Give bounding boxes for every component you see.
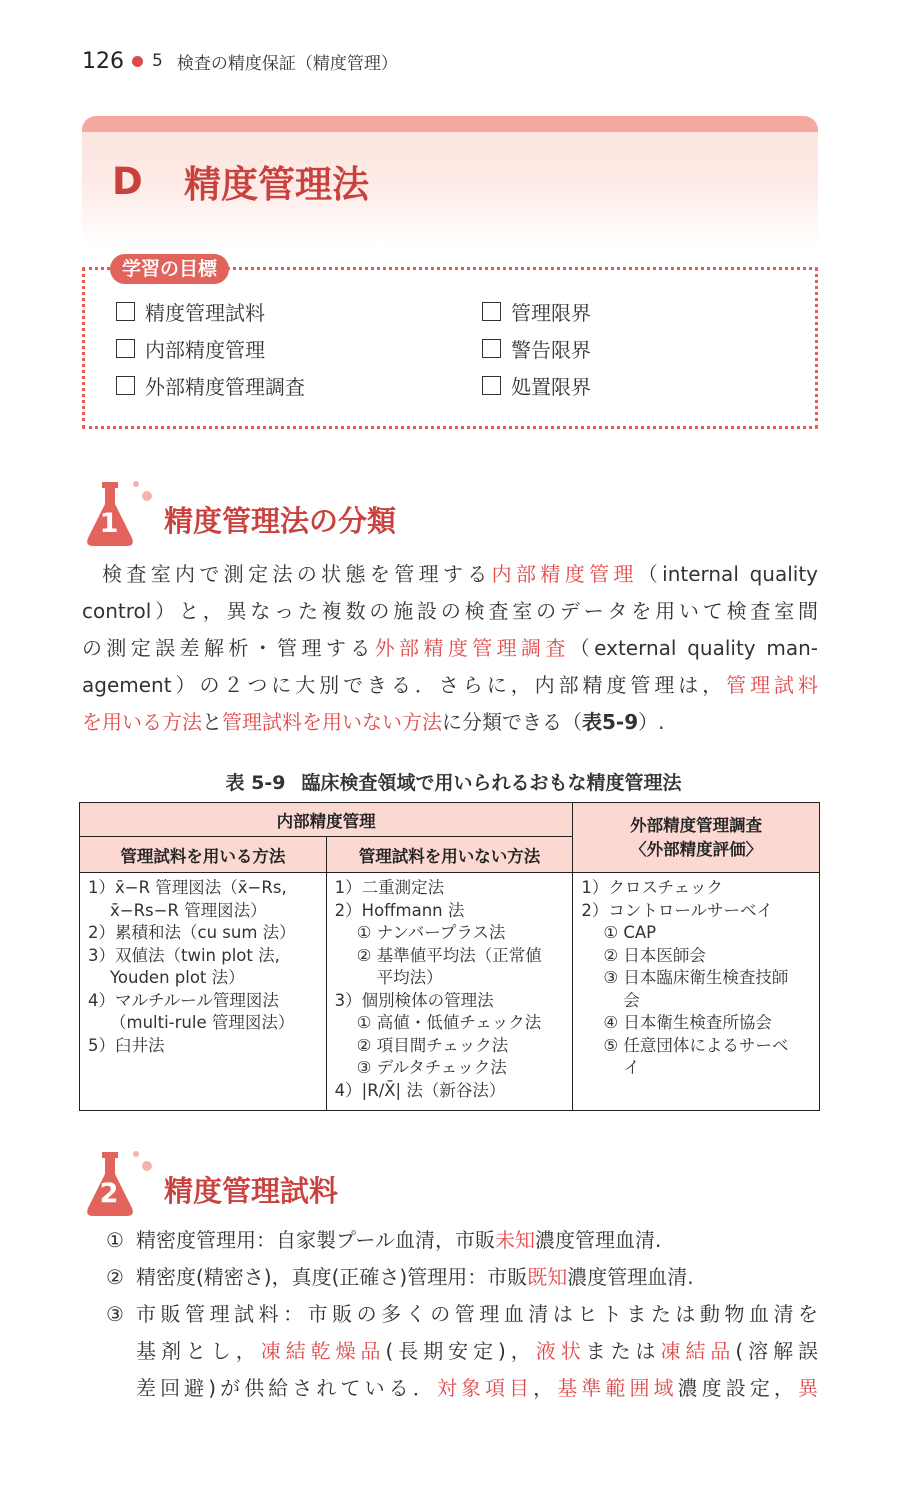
checkbox-icon[interactable] xyxy=(116,376,135,395)
classification-paragraph xyxy=(82,556,818,741)
goal-item xyxy=(482,334,591,363)
methods-table xyxy=(79,802,820,1111)
text-run: ， xyxy=(533,1376,558,1400)
cell-with-sample xyxy=(80,873,327,1111)
list-item: 5）臼井法 xyxy=(88,1035,165,1055)
subsection-title: 精度管理試料 xyxy=(164,1173,339,1208)
keyword: 外部精度管理調査 xyxy=(374,636,570,660)
text-run: 濃度管理血清. xyxy=(535,1228,662,1252)
list-marker: ① xyxy=(106,1228,124,1252)
subsection-title: 精度管理法の分類 xyxy=(164,503,397,538)
list-item-text xyxy=(136,1296,818,1407)
text-run: (長期安定)， xyxy=(385,1339,536,1363)
text-run: ）. xyxy=(638,710,665,734)
flask-icon xyxy=(84,1148,154,1220)
keyword: 既知 xyxy=(527,1265,568,1289)
text-run: に分類できる（ xyxy=(442,710,582,734)
table-caption xyxy=(0,768,907,795)
keyword: 管理試料 xyxy=(726,673,818,697)
list-item: ① CAP xyxy=(603,923,657,942)
paragraph-line xyxy=(82,556,818,593)
list-item: 1）x̄−R 管理図法（x̄−Rs, xyxy=(88,878,287,897)
goal-label: 処置限界 xyxy=(511,375,591,399)
table-reference: 表5-9 xyxy=(582,710,639,734)
list-item xyxy=(106,1296,818,1407)
list-item: 4）マルチルール管理図法 xyxy=(88,990,279,1010)
list-item: 会 xyxy=(623,990,640,1010)
goal-label: 警告限界 xyxy=(511,338,591,362)
list-marker: ② xyxy=(106,1265,124,1289)
keyword: 凍結品 xyxy=(660,1339,736,1363)
bullet-dot-icon xyxy=(132,56,143,67)
text-line xyxy=(136,1333,818,1370)
list-marker: ③ xyxy=(106,1302,124,1326)
chapter-title: 検査の精度保証（精度管理） xyxy=(176,53,398,74)
control-sample-list xyxy=(106,1222,818,1407)
list-item: ① ナンバープラス法 xyxy=(356,923,506,942)
paragraph-line xyxy=(82,593,818,630)
goal-label: 内部精度管理 xyxy=(145,338,265,362)
checkbox-icon[interactable] xyxy=(482,302,501,321)
checkbox-icon[interactable] xyxy=(482,376,501,395)
learning-goals-label: 学習の目標 xyxy=(110,254,229,284)
list-item: 3）双値法（twin plot 法, xyxy=(88,945,280,965)
list-item: 2）コントロールサーベイ xyxy=(581,900,773,920)
keyword: 基準範囲域 xyxy=(557,1376,678,1400)
checkbox-icon[interactable] xyxy=(116,302,135,321)
header-internal: 内部精度管理 xyxy=(80,803,573,837)
text-run: control）と，異なった複数の施設の検査室のデータを用いて検査室間 xyxy=(82,599,818,623)
goal-item xyxy=(116,297,265,326)
section-letter: D xyxy=(112,159,143,203)
running-head xyxy=(82,46,398,76)
list-item: 2）Hoffmann 法 xyxy=(334,900,465,920)
text-run: (溶解誤 xyxy=(735,1339,819,1363)
checkbox-icon[interactable] xyxy=(482,339,501,358)
section-banner xyxy=(82,116,818,246)
text-line xyxy=(136,1370,818,1407)
keyword: 管理試料を用いない方法 xyxy=(222,710,442,734)
text-run: 基剤とし， xyxy=(136,1339,261,1363)
text-run: 市販管理試料：市販の多くの管理血清はヒトまたは動物血清を xyxy=(136,1302,818,1326)
text-run: 差回避)が供給されている． xyxy=(136,1376,437,1400)
list-item xyxy=(106,1222,818,1259)
text-run: 濃度設定， xyxy=(677,1376,798,1400)
keyword: 液状 xyxy=(535,1339,586,1363)
paragraph-line xyxy=(82,667,818,704)
page-number: 126 xyxy=(82,48,124,74)
subsection-number: 2 xyxy=(99,1178,119,1209)
banner-top-band xyxy=(82,116,818,132)
list-item xyxy=(106,1259,818,1296)
keyword: 内部精度管理 xyxy=(491,562,638,586)
list-item: ① 高値・低値チェック法 xyxy=(356,1013,542,1032)
chapter-number: 5 xyxy=(152,51,163,71)
list-item: x̄−Rs−R 管理図法） xyxy=(110,900,267,920)
goal-item xyxy=(482,297,591,326)
table-title: 臨床検査領域で用いられるおもな精度管理法 xyxy=(301,772,682,794)
list-item: ② 項目間チェック法 xyxy=(356,1035,509,1055)
list-item: ③ デルタチェック法 xyxy=(356,1058,507,1077)
table-row xyxy=(80,873,820,1111)
header-external-line: 外部精度管理調査 xyxy=(630,815,763,835)
text-run: （external quality man- xyxy=(569,636,819,660)
goal-label: 外部精度管理調査 xyxy=(145,375,305,399)
text-run: 濃度管理血清. xyxy=(567,1265,694,1289)
keyword: 対象項目 xyxy=(436,1376,534,1400)
keyword: 未知 xyxy=(495,1228,535,1252)
keyword: 異 xyxy=(798,1376,818,1400)
header-with-sample: 管理試料を用いる方法 xyxy=(80,837,327,873)
text-run: （internal quality xyxy=(637,562,819,586)
section-heading xyxy=(112,154,369,208)
text-run: agement）の２つに大別できる．さらに，内部精度管理は， xyxy=(82,673,727,697)
header-external xyxy=(573,803,820,873)
list-item: 4）|R/X̄| 法（新谷法） xyxy=(334,1080,506,1100)
text-run: 検査室内で測定法の状態を管理する xyxy=(102,562,492,586)
list-item: ② 基準値平均法（正常値 xyxy=(356,945,542,965)
list-item: （multi-rule 管理図法） xyxy=(110,1013,295,1032)
text-run: と xyxy=(202,710,222,734)
goal-label: 精度管理試料 xyxy=(145,301,265,325)
table-number: 表 5-9 xyxy=(225,772,286,794)
cell-without-sample xyxy=(326,873,573,1111)
list-item: ④ 日本衛生検査所協会 xyxy=(603,1013,772,1032)
text-run: または xyxy=(585,1339,661,1363)
checkbox-icon[interactable] xyxy=(116,339,135,358)
list-item: ③ 日本臨床衛生検査技師 xyxy=(603,968,789,987)
list-item: Youden plot 法） xyxy=(110,968,245,987)
text-run: 精密度管理用：自家製プール血清，市販 xyxy=(136,1228,495,1252)
flask-icon xyxy=(84,478,154,550)
paragraph-line xyxy=(82,704,818,741)
list-item: ② 日本医師会 xyxy=(603,945,706,965)
list-item: イ xyxy=(623,1058,640,1077)
list-item: 平均法） xyxy=(376,968,443,987)
paragraph-line xyxy=(82,630,818,667)
list-item: 1）二重測定法 xyxy=(334,878,445,897)
goal-label: 管理限界 xyxy=(511,301,591,325)
list-item-text xyxy=(136,1259,818,1296)
list-item: 2）累積和法（cu sum 法） xyxy=(88,923,296,942)
header-without-sample: 管理試料を用いない方法 xyxy=(326,837,573,873)
cell-external xyxy=(573,873,820,1111)
goal-item xyxy=(116,334,265,363)
goal-item xyxy=(482,371,591,400)
table-header-row xyxy=(80,803,820,837)
keyword: 凍結乾燥品 xyxy=(260,1339,386,1363)
list-item: ⑤ 任意団体によるサーベ xyxy=(603,1035,789,1055)
subsection-heading-2 xyxy=(84,1148,338,1220)
list-item-text xyxy=(136,1222,818,1259)
goal-item xyxy=(116,371,305,400)
text-run: の測定誤差解析・管理する xyxy=(82,636,375,660)
list-item: 3）個別検体の管理法 xyxy=(334,990,494,1010)
header-external-line: 〈外部精度評価〉 xyxy=(630,839,763,859)
section-title: 精度管理法 xyxy=(184,163,369,206)
keyword: を用いる方法 xyxy=(82,710,202,734)
text-line xyxy=(136,1296,818,1333)
subsection-heading-1 xyxy=(84,478,396,550)
list-item: 1）クロスチェック xyxy=(581,878,724,897)
text-run: 精密度(精密さ)，真度(正確さ)管理用：市販 xyxy=(136,1265,528,1289)
subsection-number: 1 xyxy=(99,508,119,539)
